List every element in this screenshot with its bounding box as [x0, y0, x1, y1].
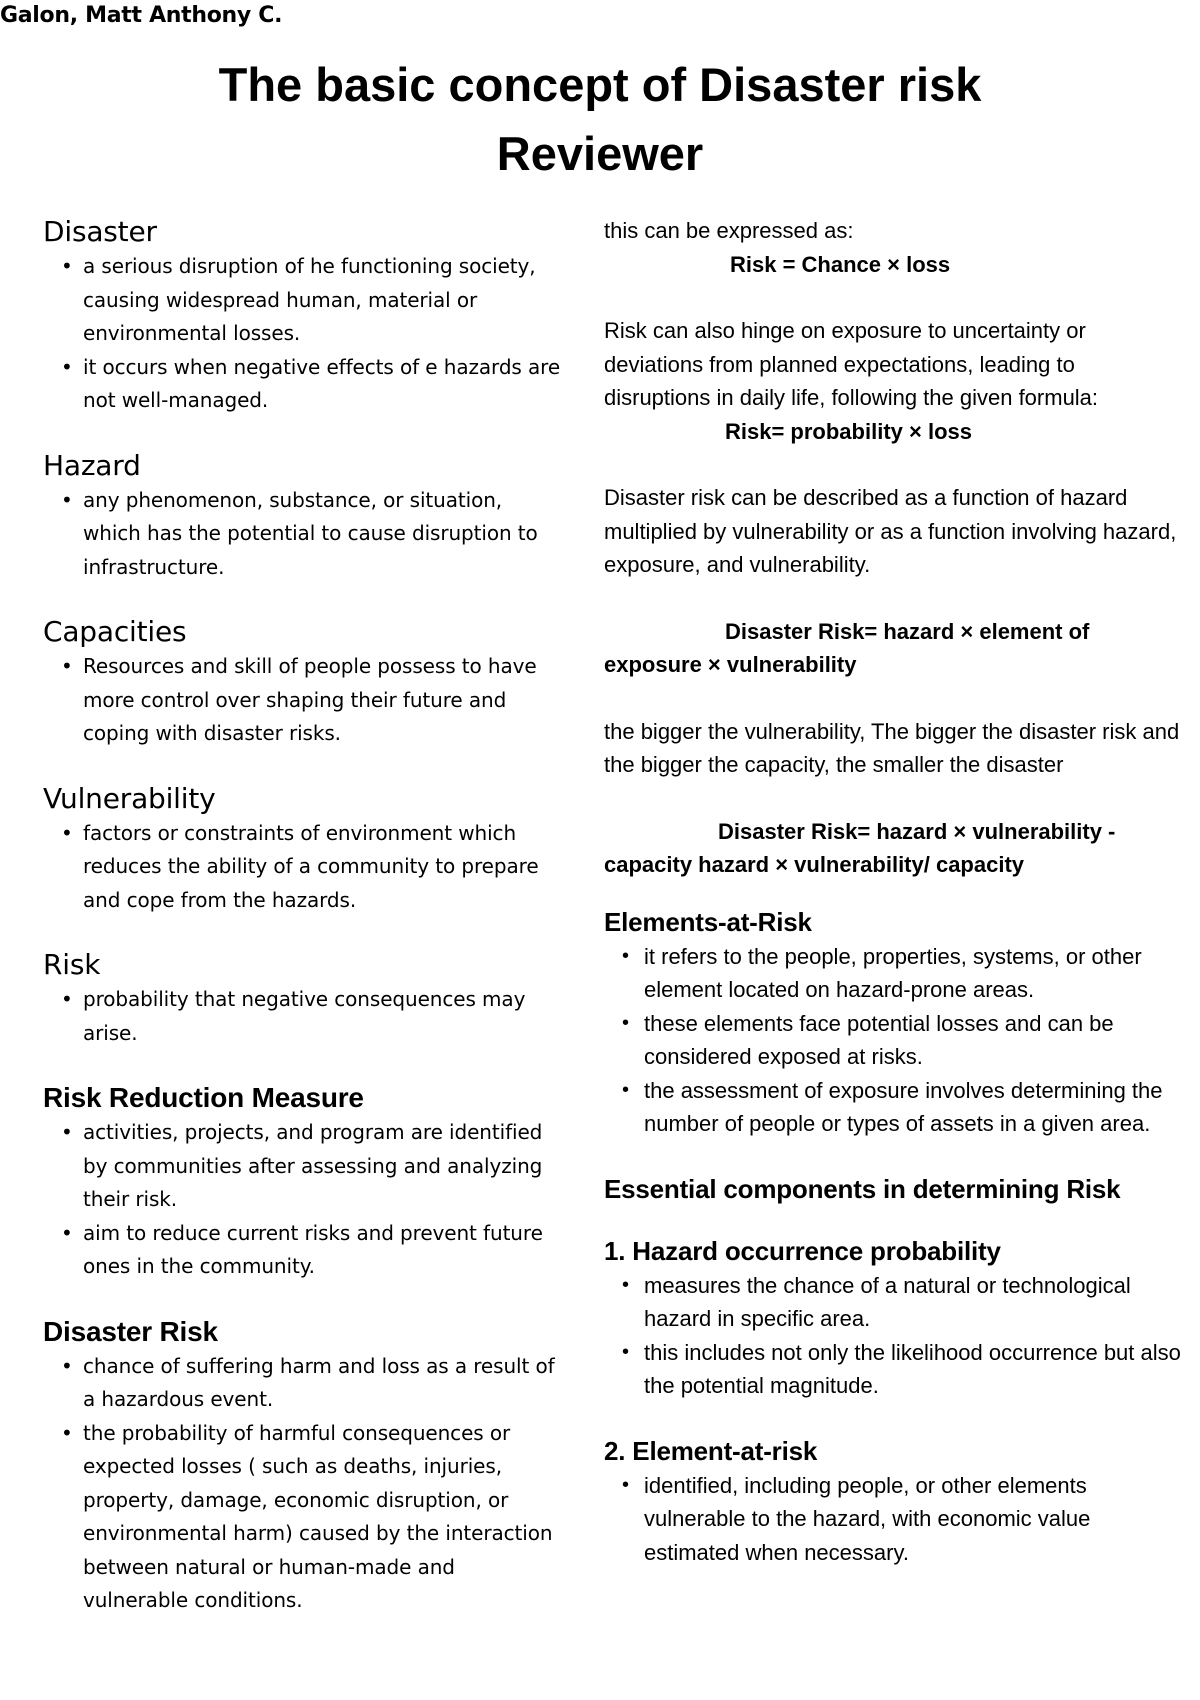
- bullet-list: [43, 817, 563, 918]
- list-item: • the assessment of exposure involves determining the number of people or types of assets in a given area.: [604, 1074, 1184, 1141]
- list-item: • measures the chance of a natural or technological hazard in specific area.: [604, 1269, 1184, 1336]
- section-risk-reduction: [43, 1080, 563, 1284]
- section-hazard: [43, 448, 563, 585]
- bullet-list: [604, 1269, 1184, 1403]
- expressed-text: this can be expressed as:: [604, 218, 854, 243]
- section-heading: Risk Reduction Measure: [43, 1082, 364, 1113]
- author-name: Galon, Matt Anthony C.: [0, 3, 283, 28]
- list-item: • a serious disruption of he functioning society, causing widespread human, material or environmental losses.: [43, 250, 563, 351]
- section-risk: [43, 947, 563, 1050]
- section-heading: Capacities: [43, 615, 187, 648]
- formula-disaster-risk-capacity-line2: capacity hazard × vulnerability/ capacity: [604, 852, 1025, 877]
- section-heading: Vulnerability: [43, 781, 216, 815]
- list-item: • it refers to the people, properties, systems, or other element located on hazard-prone areas.: [604, 940, 1184, 1007]
- section-heading: Elements-at-Risk: [604, 906, 812, 937]
- list-item: • chance of suffering harm and loss as a result of a hazardous event.: [43, 1350, 563, 1417]
- formula-disaster-risk-exposure-line1: Disaster Risk= hazard × element of: [725, 618, 1090, 644]
- section-heading: 1. Hazard occurrence probability: [604, 1235, 1001, 1266]
- list-item: • the probability of harmful consequences or expected losses ( such as deaths, injuries, property, damage, economic disruption, or environmental harm) caused by the interaction between natural or human-made and vulnerable conditions.: [43, 1417, 563, 1618]
- list-item: • activities, projects, and program are identified by communities after assessing and analyzing their risk.: [43, 1116, 563, 1217]
- list-item: • identified, including people, or other elements vulnerable to the hazard, with economic value estimated when necessary.: [604, 1469, 1184, 1570]
- section-heading: Disaster: [43, 215, 157, 248]
- bullet-list: [43, 250, 563, 418]
- section-vulnerability: [43, 781, 563, 918]
- bullet-list: [43, 1116, 563, 1284]
- section-heading: 2. Element-at-risk: [604, 1435, 818, 1466]
- section-disaster: [43, 214, 563, 418]
- bullet-list: [604, 1469, 1184, 1570]
- page-title: [0, 50, 1200, 188]
- list-item: • probability that negative consequences may arise.: [43, 983, 563, 1050]
- list-item: • any phenomenon, substance, or situation, which has the potential to cause disruption to infrastructure.: [43, 484, 563, 585]
- section-heading: Disaster Risk: [43, 1315, 218, 1347]
- bullet-list: [43, 1350, 563, 1618]
- formula-disaster-risk-capacity-line1: Disaster Risk= hazard × vulnerability -: [718, 818, 1116, 844]
- formula-disaster-risk-exposure-line2: exposure × vulnerability: [604, 652, 857, 677]
- formula-risk-probability: Risk= probability × loss: [725, 418, 972, 444]
- bullet-list: [43, 484, 563, 585]
- paragraph-exposure: Risk can also hinge on exposure to uncertainty or deviations from planned expectations, leading to disruptions in daily life, following the given formula:: [604, 318, 1099, 410]
- section-elements-at-risk: [604, 904, 1184, 1141]
- section-element-at-risk: [604, 1433, 1184, 1570]
- section-heading: Risk: [43, 948, 101, 981]
- list-item: • factors or constraints of environment which reduces the ability of a community to prepare and cope from the hazards.: [43, 817, 563, 918]
- section-capacities: [43, 614, 563, 751]
- section-heading: Essential components in determining Risk: [604, 1173, 1121, 1204]
- section-hazard-occurrence: [604, 1233, 1184, 1403]
- left-column: [43, 214, 563, 1648]
- formula-risk-chance: Risk = Chance × loss: [730, 251, 951, 277]
- bullet-list: [604, 940, 1184, 1141]
- list-item: • these elements face potential losses and can be considered exposed at risks.: [604, 1007, 1184, 1074]
- paragraph-vulnerability-capacity: the bigger the vulnerability, The bigger the disaster risk and the bigger the capacity, the smaller the disaster: [604, 718, 1180, 777]
- title-line-2: Reviewer: [496, 127, 704, 180]
- section-disaster-risk: [43, 1314, 563, 1618]
- bullet-list: [43, 983, 563, 1050]
- bullet-list: [43, 650, 563, 751]
- list-item: • aim to reduce current risks and prevent future ones in the community.: [43, 1217, 563, 1284]
- section-heading: Hazard: [43, 448, 141, 482]
- section-essential-components: [604, 1171, 1184, 1207]
- paragraph-function: Disaster risk can be described as a function of hazard multiplied by vulnerability or as a function involving hazard, exposure, and vulnerability.: [604, 485, 1177, 577]
- list-item: • it occurs when negative effects of e hazards are not well-managed.: [43, 351, 563, 418]
- list-item: • this includes not only the likelihood occurrence but also the potential magnitude.: [604, 1336, 1184, 1403]
- title-line-1: The basic concept of Disaster risk: [218, 58, 982, 111]
- right-column: [604, 214, 1184, 1599]
- list-item: • Resources and skill of people possess to have more control over shaping their future and coping with disaster risks.: [43, 650, 563, 751]
